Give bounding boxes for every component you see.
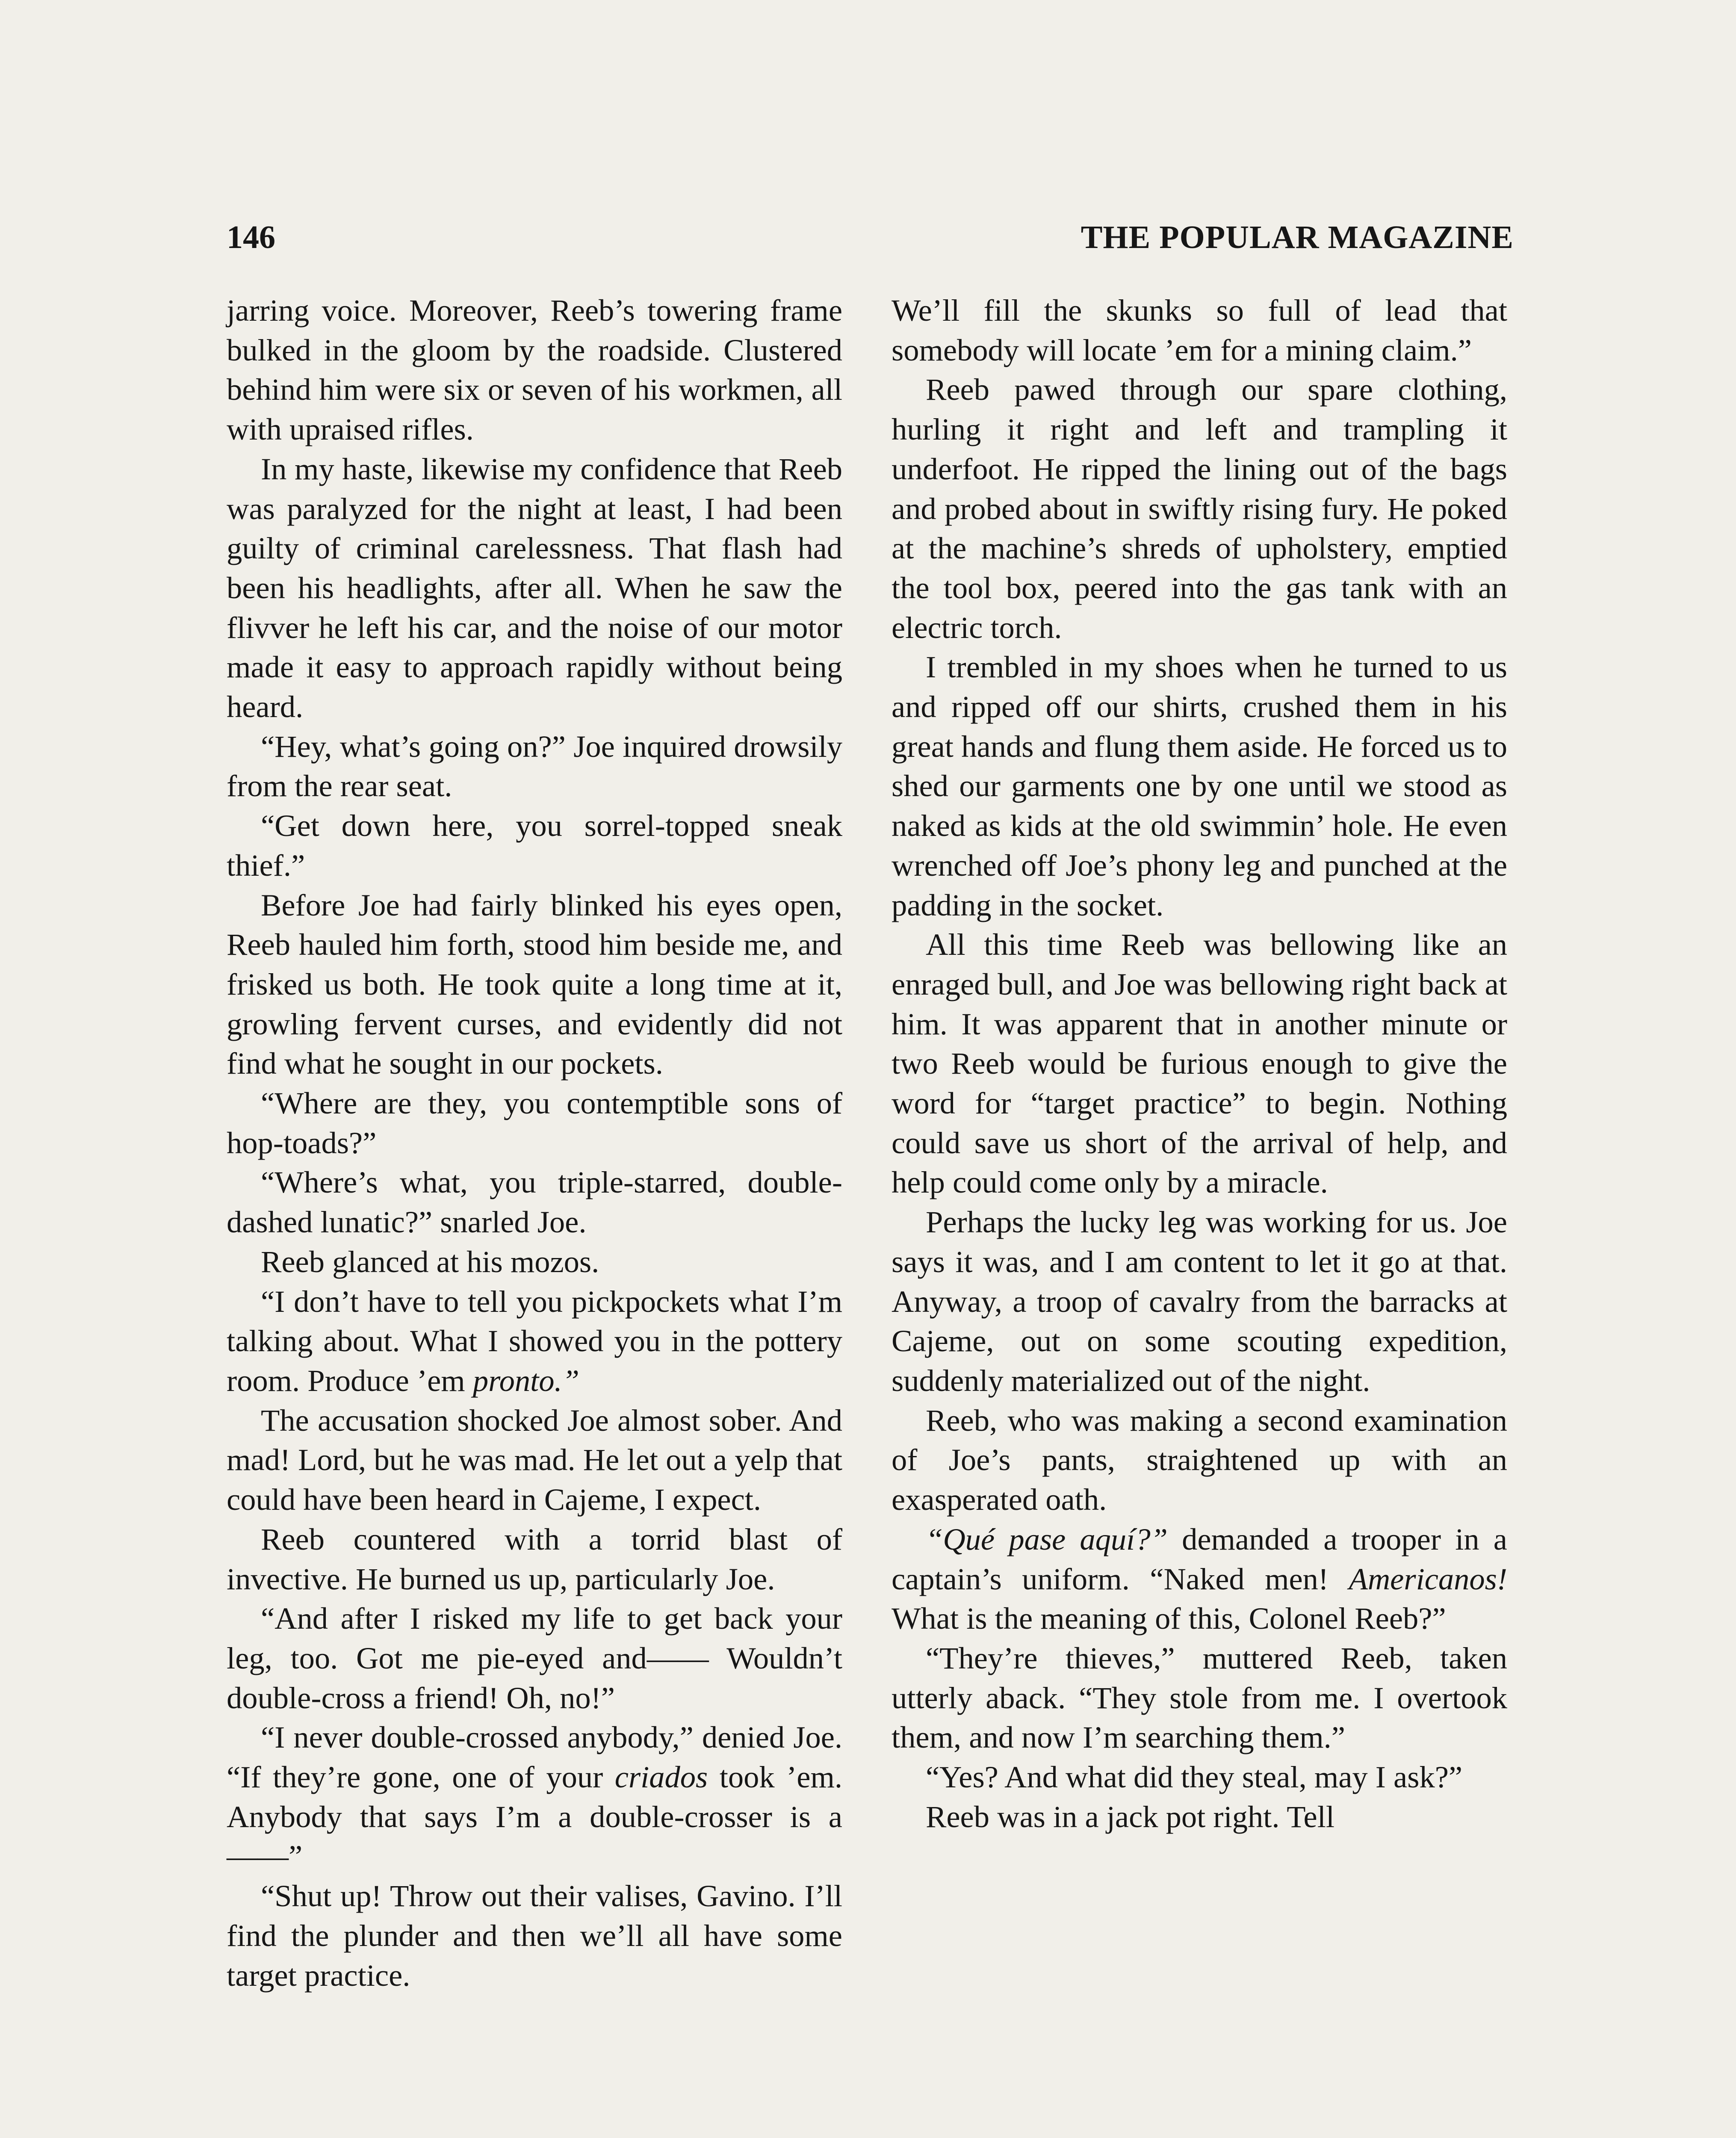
paragraph-text: “Shut up! Throw out their valises, Gavino. I’ll find the plunder and then we’ll all have some target practice. xyxy=(227,1878,842,1993)
paragraph-text: “I never double-crossed anybody,” denied Joe. “If they’re gone, one of your xyxy=(227,1720,842,1795)
italic-text: “Qué pase aquí?” xyxy=(926,1521,1168,1556)
italic-text: Americanos! xyxy=(1349,1561,1507,1596)
paragraph-text: Reeb was in a jack pot right. Tell xyxy=(926,1799,1334,1834)
paragraph-text: “I don’t have to tell you pickpockets what I’m talking about. What I showed you in the pottery room. Produce ’em xyxy=(227,1284,842,1398)
left-column xyxy=(227,291,842,1995)
paragraph xyxy=(227,449,842,727)
paragraph-text: demanded a trooper in a captain’s uniform. “Naked men! xyxy=(892,1521,1507,1596)
page-number: 146 xyxy=(227,219,275,255)
paragraph-text: jarring voice. Moreover, Reeb’s towering frame bulked in the gloom by the roadside. Clustered behind him were six or seven of his workmen, all with upraised rifles. xyxy=(227,293,842,447)
paragraph-text: “Where are they, you contemptible sons of hop-toads?” xyxy=(227,1086,842,1160)
paragraph-text: “Get down here, you sorrel-topped sneak thief.” xyxy=(227,808,842,883)
paragraph xyxy=(227,1718,842,1876)
paragraph-text: What is the meaning of this, Colonel Reeb?” xyxy=(892,1601,1446,1636)
paragraph xyxy=(227,1599,842,1718)
right-column xyxy=(892,291,1507,1837)
paragraph-text: We’ll fill the skunks so full of lead that somebody will locate ’em for a mining claim.” xyxy=(892,293,1507,367)
paragraph xyxy=(227,806,842,885)
paragraph xyxy=(892,1639,1507,1757)
paragraph xyxy=(227,1084,842,1163)
paragraph-text: Reeb, who was making a second examination of Joe’s pants, straightened up with an exasperated oath. xyxy=(892,1403,1507,1517)
paragraph xyxy=(892,925,1507,1202)
page-header xyxy=(227,216,1514,259)
paragraph xyxy=(227,291,842,449)
paragraph xyxy=(227,1520,842,1599)
paragraph-text: Reeb countered with a torrid blast of invective. He burned us up, particularly Joe. xyxy=(227,1521,842,1596)
paragraph xyxy=(892,647,1507,925)
paragraph-text: All this time Reeb was bellowing like an enraged bull, and Joe was bellowing right back at him. It was apparent that in another minute or two Reeb would be furious enough to give the word for “target practice” to begin. Nothing could save us short of the arrival of help, and help could come only by a miracle. xyxy=(892,927,1507,1200)
paragraph xyxy=(227,1876,842,1995)
italic-text: pronto.” xyxy=(472,1363,579,1398)
paragraph-text: “Yes? And what did they steal, may I ask?” xyxy=(926,1760,1463,1795)
paragraph-text: “Hey, what’s going on?” Joe inquired drowsily from the rear seat. xyxy=(227,729,842,803)
paragraph-text: Reeb pawed through our spare clothing, hurling it right and left and trampling it underfoot. He ripped the lining out of the bags and probed about in swiftly rising fury. He poked at the machine’s shreds of upholstery, emptied the tool box, peered into the gas tank with an electric torch. xyxy=(892,372,1507,645)
paragraph xyxy=(227,1401,842,1520)
paragraph-text: took ’em. Anybody that says I’m a double-crosser is a——” xyxy=(227,1760,842,1874)
paragraph xyxy=(892,1797,1507,1837)
paragraph-text: “They’re thieves,” muttered Reeb, taken utterly aback. “They stole from me. I overtook them, and now I’m searching them.” xyxy=(892,1640,1507,1755)
paragraph xyxy=(227,886,842,1084)
paragraph-text: Reeb glanced at his mozos. xyxy=(261,1244,599,1279)
paragraph-text: The accusation shocked Joe almost sober. And mad! Lord, but he was mad. He let out a yelp that could have been heard in Cajeme, I expect. xyxy=(227,1403,842,1517)
running-head: THE POPULAR MAGAZINE xyxy=(1081,219,1514,255)
paragraph-text: I trembled in my shoes when he turned to us and ripped off our shirts, crushed them in his great hands and flung them aside. He forced us to shed our garments one by one until we stood as naked as kids at the old swimmin’ hole. He even wrenched off Joe’s phony leg and punched at the padding in the socket. xyxy=(892,650,1507,922)
paragraph-text: “Where’s what, you triple-starred, double-dashed lunatic?” snarled Joe. xyxy=(227,1165,842,1240)
paragraph xyxy=(892,1757,1507,1797)
paragraph-text: “And after I risked my life to get back your leg, too. Got me pie-eyed and—— Wouldn’t double-cross a friend! Oh, no!” xyxy=(227,1601,842,1715)
paragraph-text: In my haste, likewise my confidence that Reeb was paralyzed for the night at least, I had been guilty of criminal carelessness. That flash had been his headlights, after all. When he saw the flivver he left his car, and the noise of our motor made it easy to approach rapidly without being heard. xyxy=(227,451,842,724)
paragraph xyxy=(227,1242,842,1282)
paragraph xyxy=(892,291,1507,370)
paragraph xyxy=(227,1282,842,1401)
paragraph xyxy=(892,1401,1507,1520)
paragraph xyxy=(227,727,842,806)
paragraph-text: Perhaps the lucky leg was working for us. Joe says it was, and I am content to let it go at that. Anyway, a troop of cavalry from the barracks at Cajeme, out on some scouting expedition, suddenly materialized out of the night. xyxy=(892,1205,1507,1398)
paragraph xyxy=(892,1520,1507,1639)
italic-text: criados xyxy=(614,1760,708,1795)
paragraph xyxy=(892,370,1507,647)
paragraph-text: Before Joe had fairly blinked his eyes open, Reeb hauled him forth, stood him beside me, and frisked us both. He took quite a long time at it, growling fervent curses, and evidently did not find what he sought in our pockets. xyxy=(227,887,842,1081)
paragraph xyxy=(227,1163,842,1242)
paragraph xyxy=(892,1202,1507,1401)
